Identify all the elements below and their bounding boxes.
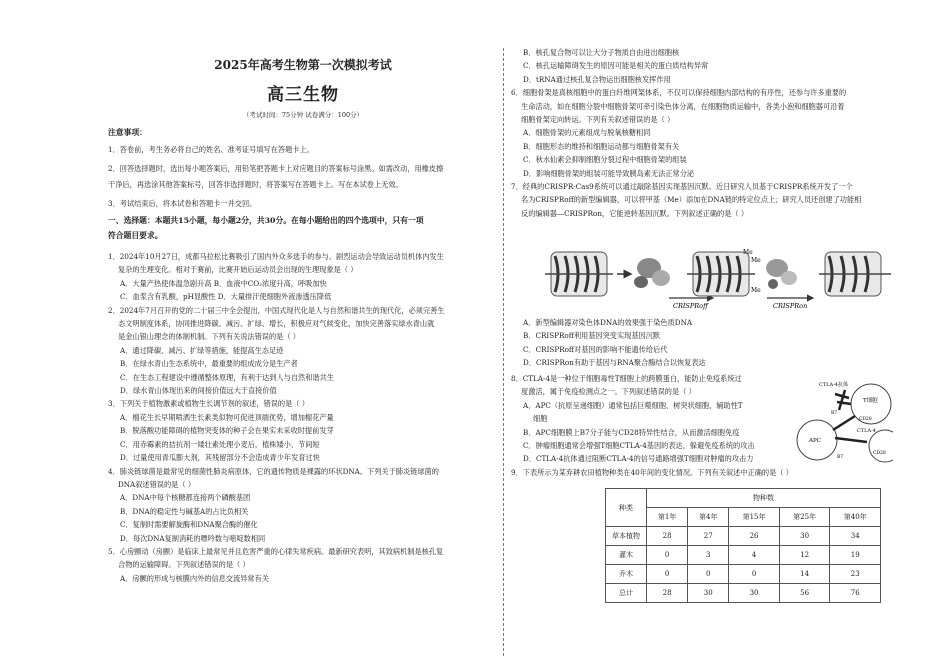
table-body <box>606 527 881 603</box>
table-row-label: 总计 <box>606 584 647 603</box>
question-stem: 4．肺炎链球菌是最常见的细菌性肺炎病原体，它的遗传物质是裸露的环状DNA。下列关于肺炎链球菌的 <box>108 466 439 476</box>
question-text: 合物的运输障碍。下列叙述错误的是（ ） <box>118 560 250 570</box>
table-cell: 34 <box>830 527 881 546</box>
table-col-head: 种类 <box>606 489 647 527</box>
question-text: 度激活，属于免疫检测点之一。下列叙述错误的是（ ） <box>521 387 696 397</box>
table-row-label: 草本植物 <box>606 527 647 546</box>
table-cell: 23 <box>830 565 881 584</box>
right-questions-top <box>511 46 861 220</box>
answer-option: D．过量使用青瓜膨大剂，其残留部分不会造成青少年发育过快 <box>120 453 320 463</box>
answer-option: A．榴花生长早期喷洒生长素类似物可促进顶端优势，增加榴花产量 <box>120 412 334 422</box>
answer-option: D．tRNA通过核孔复合物运出细胞核发挥作用 <box>523 74 671 84</box>
answer-option: C．复制时需要解旋酶和DNA聚合酶的催化 <box>120 520 258 530</box>
answer-option: B．DNA的稳定性与碱基A的占比负相关 <box>120 506 249 516</box>
question-text: 态文明制度体系，协同推进降碳、减污、扩绿、增长，积极应对气候变化，加快完善落实绿水青山就 <box>118 319 435 329</box>
answer-option: C．在生态工程建设中遵循整体原理，有利于达到人与自然和谐共生 <box>120 372 334 382</box>
table-header-row <box>606 489 881 508</box>
table-cell: 30 <box>688 584 729 603</box>
table-year-header: 第1年 <box>647 508 688 527</box>
answer-option: A．新型编辑器对染色体DNA的效果强于染色质DNA <box>523 318 693 327</box>
exam-title: 2025年高考生物第一次模拟考试 <box>214 58 392 72</box>
answer-option: B．在绿水青山生态系统中，最重要的组成成分是生产者 <box>120 359 298 369</box>
me-label: Me <box>751 257 761 264</box>
q8-block <box>511 372 793 479</box>
table-row <box>606 527 881 546</box>
answer-option: D．CTLA-4抗体通过阻断CTLA-4的信号通路增强T细胞对肿瘤的攻击力 <box>523 454 754 464</box>
answer-option: B．脱落酸功能障碍的植物突变体的种子会在果实未采收时提前发芽 <box>120 426 334 436</box>
tcell2-circle <box>869 430 893 462</box>
table-cell: 26 <box>729 527 780 546</box>
antibody-shape <box>835 390 851 410</box>
answer-option: B．细胞形态的维持和细胞运动都与细胞骨架有关 <box>523 141 680 151</box>
table-row <box>606 565 881 584</box>
question-text: DNA叙述错误的是（ ） <box>118 479 196 489</box>
answer-option: C．用赤霉素的拮抗剂一矮壮素处理小麦后，植株矮小、节间短 <box>120 439 320 449</box>
table-cell: 19 <box>830 546 881 565</box>
question-text: 生命活动，如在细胞分裂中细胞骨架可牵引染色体分离，在细胞物质运输中，各类小泡和细胞器可沿着 <box>521 101 845 111</box>
table-year-header: 第15年 <box>729 508 780 527</box>
ctla4-label: CTLA-4 <box>857 428 876 434</box>
table-cell: 0 <box>647 565 688 584</box>
cd28-label: CD28 <box>859 417 872 422</box>
label-crisproff: CRISPRoff <box>673 302 708 310</box>
table-cell: 14 <box>779 565 830 584</box>
cd28-label: CD28 <box>873 451 886 456</box>
question-text: 反的编辑器—CRISPRon，它能逆转基因沉默。下列叙述正确的是（ ） <box>521 208 749 218</box>
note-item: 干净后，再选涂其他答案标号，回答非选择题时，将答案写在答题卡上。写在本试卷上无效。 <box>108 180 403 190</box>
table-row-label: 乔木 <box>606 565 647 584</box>
ctla4-antibody-label: CTLA-4抗体 <box>819 382 848 388</box>
answer-option: B．CRISPRoff利用基因突变实现基因沉默 <box>523 331 661 341</box>
table-cell: 3 <box>688 546 729 565</box>
answer-option: A．DNA中每个核糖都连接两个磷酸基团 <box>120 493 251 503</box>
q7-options <box>511 316 706 370</box>
table-cell: 28 <box>647 584 688 603</box>
table-year-header: 第4年 <box>688 508 729 527</box>
table-cell: 0 <box>729 565 780 584</box>
section-heading-cont: 符合题目要求。 <box>108 231 163 241</box>
crispron-protein <box>766 259 797 289</box>
question-stem: 6．细胞骨架是真核细胞中的蛋白纤维网架体系，不仅可以保持细胞内部结构的有序性，还参与许多重要的 <box>511 88 847 98</box>
answer-option: A．大量产热使体温急剧升高 B．血液中CO₂浓度升高，呼吸加快 <box>120 278 327 288</box>
question-stem: 3．下列关于植物激素或植物生长调节剂的叙述，错误的是（ ） <box>108 399 309 409</box>
answer-option: B．APC细胞膜上B7分子能与CD28特异性结合，从而激活细胞免疫 <box>523 427 740 437</box>
ctla4-figure <box>793 378 893 466</box>
answer-option: D．每次DNA复制消耗的嘌呤数与嘧啶数相同 <box>120 533 266 543</box>
table-cell: 27 <box>688 527 729 546</box>
chromatin-methylated <box>687 252 755 296</box>
me-label: Me <box>743 249 753 256</box>
question-text: 细胞 <box>533 414 548 424</box>
table-cell: 56 <box>779 584 830 603</box>
left-questions <box>108 250 445 585</box>
table-cell: 76 <box>830 584 881 603</box>
chromatin-silenced <box>545 252 613 296</box>
notes-heading: 注意事项： <box>108 128 147 137</box>
question-text: 名为CRISPRoff的新型编辑器，可以将甲基（Me）添加在DNA链的特定位点上；研究人员还创建了功能相 <box>521 195 862 205</box>
answer-option: D．影响细胞骨架的组装可能导致胰岛素无法正常分泌 <box>523 168 695 178</box>
table-row <box>606 584 881 603</box>
question-stem: 7．经典的CRISPR-Cas9系统可以通过敲除基因实现基因沉默。近日研究人员基于CRISPR系统开发了一个 <box>511 182 853 192</box>
table-group-head: 物种数 <box>647 489 881 508</box>
section-heading: 一、选择题：本题共15小题，每小题2分，共30分。在每小题给出的四个选项中，只有一项 <box>108 216 424 226</box>
crispr-figure <box>545 238 895 314</box>
question-stem: 9．下表所示为某弃耕农田植物种类在40年间的变化情况。下列有关叙述中正确的是（ ） <box>511 467 793 477</box>
me-label: Me <box>751 287 761 294</box>
tcell-label: T细胞 <box>863 398 878 404</box>
note-item: 3．考试结束后，将本试卷和答题卡一并交回。 <box>108 198 257 208</box>
answer-option: A．APC（抗原呈递细胞）通常包括巨噬细胞、树突状细胞、辅助性T <box>523 400 743 410</box>
table-row-label: 灌木 <box>606 546 647 565</box>
question-stem: 1．2024年10月27日，成都马拉松比赛吸引了国内外众多选手的参与。剧烈运动会导致运动员机体内发生 <box>108 252 444 261</box>
answer-option: C．秋水仙素会抑制细胞分裂过程中细胞骨架的组装 <box>523 155 687 165</box>
subject-title: 高三生物 <box>267 85 339 105</box>
crisproff-protein <box>634 258 670 288</box>
answer-option: A．房颤的形成与核膜内外的信息交流异常有关 <box>120 573 269 583</box>
answer-option: C．核孔运输障碍发生的原因可能是相关的蛋白质结构异常 <box>523 61 709 71</box>
table-row <box>606 546 881 565</box>
column-divider <box>503 48 504 656</box>
answer-option: C．肿瘤细胞通常会增强T细胞CTLA-4基因的表达，躲避免疫系统的攻击 <box>523 441 755 451</box>
table-cell: 28 <box>647 527 688 546</box>
question-text: 细胞骨架定向转运。下列有关叙述错误的是（ ） <box>521 115 675 125</box>
question-text: 复杂的生理变化。相对于赛前，比赛开始后运动员会出现的生理现象是（ ） <box>118 265 358 275</box>
notes-block <box>108 126 443 243</box>
answer-option: B．核孔复合物可以让大分子物质自由进出细胞核 <box>523 48 680 57</box>
question-stem: 5．心房颤动（房颤）是临床上最常见并且危害严重的心律失常疾病。最新研究表明，其致病机制是核孔复 <box>108 546 444 556</box>
answer-option: D．CRISPRon有助于基因与RNA聚合酶结合以恢复表达 <box>523 358 706 368</box>
table-cell: 0 <box>647 546 688 565</box>
answer-option: C．血浆含有乳酸，pH显酸性 D．大量排汗使细胞外液渗透压降低 <box>120 292 332 302</box>
table-cell: 12 <box>779 546 830 565</box>
answer-option: C．CRISPRoff对基因的影响不能遗传给后代 <box>523 344 668 354</box>
b7-label: B7 <box>837 455 844 460</box>
table-years-row <box>606 508 881 527</box>
question-stem: 2．2024年7月召开的党的二十届三中全会提出，中国式现代化是人与自然和谐共生的现代化，必须完善生 <box>108 305 445 315</box>
answer-option: A．细胞骨架的元素组成与脱氧核糖相同 <box>523 128 651 138</box>
answer-option: A．通过降碳、减污、扩绿等措施，能提高生态足迹 <box>120 345 284 355</box>
note-item: 2．回答选择题时，选出每小题答案后，用铅笔把答题卡上对应题目的答案标号涂黑。如需改动，用橡皮擦 <box>108 163 444 173</box>
table-cell: 0 <box>688 565 729 584</box>
table-year-header: 第25年 <box>779 508 830 527</box>
table-cell: 30 <box>779 527 830 546</box>
question-text: 是金山银山理念的体制机制。下列有关说法错误的是（ ） <box>118 332 300 342</box>
table-year-header: 第40年 <box>830 508 881 527</box>
chromatin-active <box>819 252 891 296</box>
exam-meta: （考试时间：75分钟 试卷满分：100分） <box>242 111 364 119</box>
apc-label: APC <box>809 438 821 444</box>
table-cell: 4 <box>729 546 780 565</box>
b7-label: B7 <box>831 411 838 416</box>
label-crispron: CRISPRon <box>773 302 808 310</box>
table-cell: 30 <box>729 584 780 603</box>
note-item: 1．答卷前，考生务必将自己的姓名、准考证号填写在答题卡上。 <box>108 145 314 155</box>
species-table <box>605 488 881 603</box>
question-stem: 8．CTLA-4是一种位于细胞毒性T细胞上的跨膜蛋白，能防止免疫系统过 <box>511 374 742 383</box>
answer-option: D．绿水青山体现出来的间接价值远大于直接价值 <box>120 386 277 396</box>
